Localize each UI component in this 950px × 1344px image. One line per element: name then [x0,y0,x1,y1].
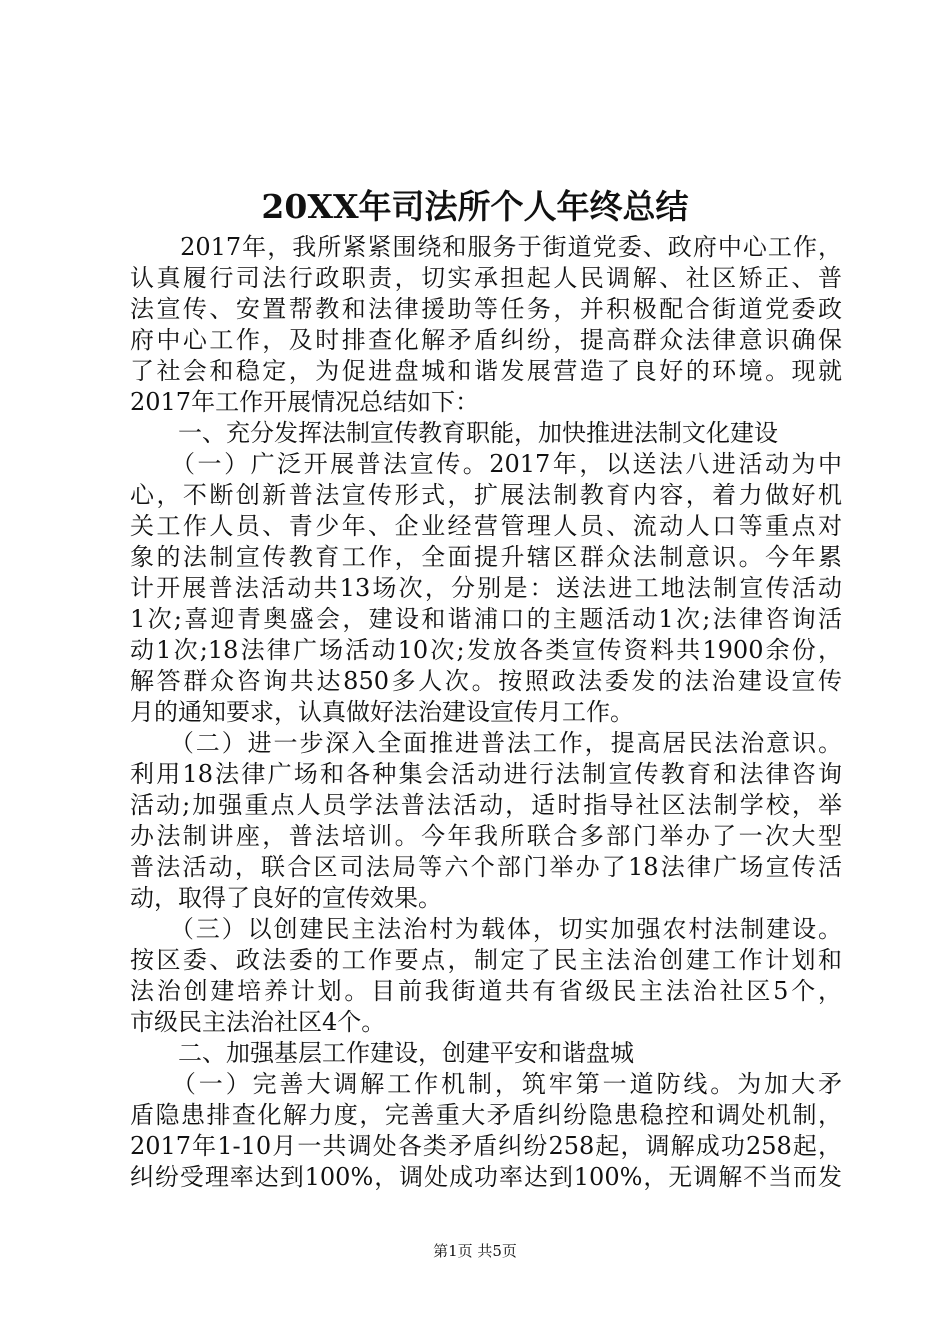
body-line: 府中心工作，及时排查化解矛盾纠纷，提高群众法律意识确保 [130,326,842,354]
body-line: 2017年，我所紧紧围绕和服务于街道党委、政府中心工作， [130,233,842,261]
body-line: 办法制讲座，普法培训。今年我所联合多部门举办了一次大型 [130,822,842,850]
body-line: 解答群众咨询共达850多人次。按照政法委发的法治建设宣传 [130,667,842,695]
body-line: 1次;喜迎青奥盛会，建设和谐浦口的主题活动1次;法律咨询活 [130,605,842,633]
body-line: （三）以创建民主法治村为载体，切实加强农村法制建设。 [130,915,842,943]
body-line: 市级民主法治社区4个。 [130,1008,386,1036]
body-line: 动，取得了良好的宣传效果。 [130,884,442,912]
page-footer: 第1页 共5页 [433,1242,517,1260]
body-line: 纠纷受理率达到100%，调处成功率达到100%，无调解不当而发 [130,1163,842,1191]
body-line: 2017年1-10月一共调处各类矛盾纠纷258起，调解成功258起， [130,1132,842,1160]
body-line: 动1次;18法律广场活动10次;发放各类宣传资料共1900余份， [130,636,842,664]
body-line: 象的法制宣传教育工作，全面提升辖区群众法制意识。今年累 [130,543,842,571]
body-line: 计开展普法活动共13场次，分别是：送法进工地法制宣传活动 [130,574,842,602]
body-line: 普法活动，联合区司法局等六个部门举办了18法律广场宣传活 [130,853,842,881]
body-line: 2017年工作开展情况总结如下： [130,388,480,416]
body-line: 活动;加强重点人员学法普法活动，适时指导社区法制学校，举 [130,791,842,819]
body-line: 心，不断创新普法宣传形式，扩展法制教育内容，着力做好机 [130,481,842,509]
document-body [130,232,842,1193]
body-line: 法宣传、安置帮教和法律援助等任务，并积极配合街道党委政 [130,295,842,323]
body-line: 一、充分发挥法制宣传教育职能，加快推进法制文化建设 [130,419,778,447]
body-line: 认真履行司法行政职责，切实承担起人民调解、社区矫正、普 [130,264,842,292]
body-line: 关工作人员、青少年、企业经营管理人员、流动人口等重点对 [130,512,842,540]
body-line: （一）完善大调解工作机制，筑牢第一道防线。为加大矛 [130,1070,842,1098]
body-line: （二）进一步深入全面推进普法工作，提高居民法治意识。 [130,729,842,757]
body-line: 月的通知要求，认真做好法治建设宣传月工作。 [130,698,634,726]
document-title: 20XX年司法所个人年终总结 [261,187,689,226]
body-line: 法治创建培养计划。目前我街道共有省级民主法治社区5个， [130,977,842,1005]
body-line: 按区委、政法委的工作要点，制定了民主法治创建工作计划和 [130,946,842,974]
body-line: 了社会和稳定，为促进盘城和谐发展营造了良好的环境。现就 [130,357,842,385]
body-line: 盾隐患排查化解力度，完善重大矛盾纠纷隐患稳控和调处机制， [130,1101,842,1129]
body-line: 利用18法律广场和各种集会活动进行法制宣传教育和法律咨询 [130,760,842,788]
body-line: （一）广泛开展普法宣传。2017年，以送法八进活动为中 [130,450,842,478]
body-line: 二、加强基层工作建设，创建平安和谐盘城 [130,1039,634,1067]
